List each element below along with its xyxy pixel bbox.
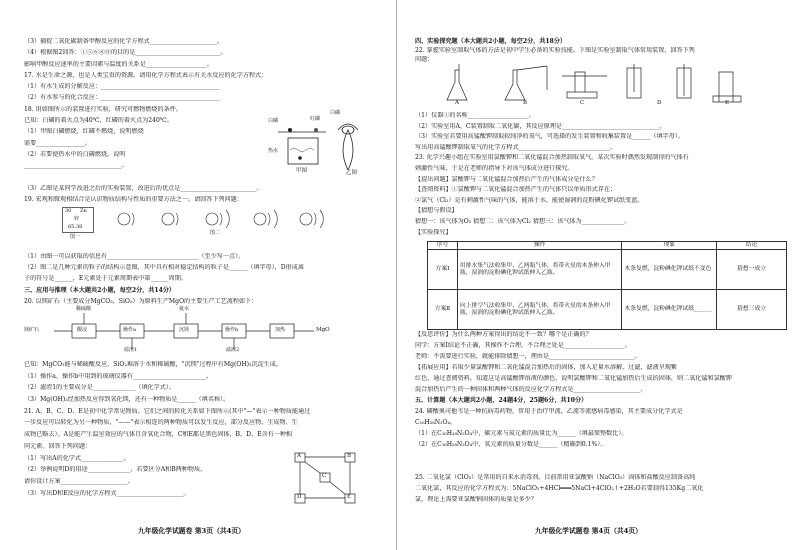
process-flow-chart bbox=[24, 306, 354, 353]
text-line: 子的符号是______，E元素处于元素周期表中第______周期。 bbox=[24, 275, 187, 283]
row2-con: 猜想三成立 bbox=[717, 290, 787, 330]
text-line: （1）写出A的化学式______________。 bbox=[24, 454, 130, 462]
text-line: （1）在C₁₆H₂₈N₂O₄中，碳元素与氮元素的质量比为______（填最简整数比）。 bbox=[415, 430, 628, 437]
text-line: （2）若要使热水中的白磷燃烧，说明 bbox=[24, 150, 126, 158]
periodic-cell-figure bbox=[62, 207, 94, 233]
th-op: 操作 bbox=[457, 242, 622, 250]
row2-op: 向上排空气法收集甲、乙两瓶气体，将带火星的木条伸入甲瓶，湿润的淀粉碘化钾试纸伸入乙瓶。 bbox=[457, 290, 622, 330]
text-line: 18. 用如图所示的装置进行实验，研究可燃物燃烧的条件。 bbox=[24, 105, 182, 113]
text-line: （2）图二是几种元素的粒子的结构示意图，其中具有相对稳定结构的粒子是______（填字母），D形成离 bbox=[24, 263, 304, 271]
text-line: ________________________________。 bbox=[24, 162, 128, 170]
text-line bbox=[24, 241, 394, 252]
text-line: 【提出问题】氯酸钾与二氧化锰混合加热后产生的气体成分是什么？ bbox=[415, 175, 598, 183]
flow-op-a: 操作a bbox=[123, 327, 136, 333]
text-line: 【反思评价】为什么两种方案得出的结论不一致？哪个是正确的？ bbox=[415, 331, 592, 338]
text-line: 一步反应可以转化为另一种物质，"——"表示相连的两种物质可以发生反应，部分反应物、生成物、生 bbox=[24, 419, 298, 427]
text-line: 影响甲醇反应速率的主要因素与温度的关系是____________________。 bbox=[24, 60, 213, 68]
apparatus-e: E bbox=[725, 100, 730, 106]
text-line: 已知：白磷的着火点为40℃，红磷的着火点为240℃。 bbox=[24, 117, 173, 125]
text-line: 同学：方案Ⅰ结论不正确，其操作不合理，不合理之处是____________________。 bbox=[415, 342, 631, 349]
right-footer: 九年级化学试题卷 第4页（共4页） bbox=[535, 527, 642, 535]
text-line: （1）由图一可以获取的信息有______________________________（至少写一点）。 bbox=[24, 252, 245, 260]
text-line: 问题： bbox=[415, 56, 434, 64]
text-line: （3）捕捉二氧化碳制备甲醇反应的化学方程式______________________。 bbox=[24, 38, 223, 45]
text-line: 写出用高锰酸钾制取氧气的化学方程式______________________________。 bbox=[415, 143, 617, 151]
row1-obs: 木条复燃，淀粉碘化钾试纸不变色 bbox=[622, 250, 717, 290]
text-line: 红色，通过查阅资料，知道这是高锰酸钾溶液的颜色，说明氯酸钾和二氧化锰加热后生成的固体，则二氧化锰和氯酸钾 bbox=[415, 375, 732, 382]
text-line bbox=[415, 463, 787, 474]
flow-heat: 加热 bbox=[275, 327, 286, 333]
text-line: 21. A、B、C、D、E是初中化学常见物质。它们之间的转化关系如下图所示(其中"—"表示一种物质能通过 bbox=[24, 407, 311, 415]
apparatus-c: C bbox=[580, 100, 585, 106]
th-obs: 现象 bbox=[622, 242, 717, 250]
flow-op-b: 操作b bbox=[225, 327, 239, 333]
label-jia: 甲图 bbox=[296, 168, 308, 174]
text-line: 【查阅资料】①氯酸钾与二氧化锰混合加热产生的气体只以单质形式存在； bbox=[415, 186, 617, 194]
text-line: 二氧化氯，其反应的化学方程式为：5NaClO₂+4HCl═══5NaCl+4ClO₂↑+2H₂O若要制得135Kg二氧化 bbox=[415, 485, 704, 492]
text-line: C₁₆H₂₈N₂O₄。 bbox=[415, 419, 457, 426]
text-line: （3）写出D和E反应的化学方程式______________________。 bbox=[24, 489, 190, 497]
text-line: 三、应用与推理（本大题共2小题，每空2分，共14分） bbox=[24, 286, 176, 294]
text-line: （1）甲图白磷燃烧，红磷不燃烧，说明燃烧 bbox=[24, 128, 144, 136]
node-a: A bbox=[297, 453, 301, 459]
text-line: （2）举例说明D的用途______________，若要区分A和B两种物质， bbox=[24, 466, 207, 474]
text-line: 19. 宏观和微观相结合是认识物质结构与性质的重要方法之一。请回答下列问题： bbox=[24, 196, 243, 204]
row1-con: 猜想一成立 bbox=[717, 250, 787, 290]
text-line: （3）乙图是某同学改进之后的实验装置，改进后的优点是_________________________。 bbox=[24, 184, 263, 192]
node-e: E bbox=[347, 494, 352, 500]
label-reshui: 热水 bbox=[268, 148, 279, 154]
zn-mass: 65.38 bbox=[68, 224, 83, 230]
text-line: ②氯气（Cl₂）是有刺激性气味的气体，能溶于水，能使湿润的淀粉碘化钾试纸变蓝。 bbox=[415, 196, 644, 204]
right-text-mid bbox=[415, 112, 787, 239]
text-line: （1）操作a、操作b中用到的玻璃仪器有________________________。 bbox=[24, 372, 213, 380]
table-row bbox=[428, 290, 787, 330]
row2-id: 方案Ⅱ bbox=[428, 290, 458, 330]
right-page bbox=[397, 0, 794, 550]
text-line: 25. 二氧化氯（ClO₂）是常用的自来水消毒剂。目前常用亚氯酸钠（NaClO₂）固体和盐酸反应制备高纯 bbox=[415, 474, 696, 481]
text-line: （1）有水生成的分解反应：_______________________________________ bbox=[24, 83, 220, 91]
text-line: （3）Mg(OH)₂经加热反应得到氧化镁，还有一种物质是______（填名称）。 bbox=[24, 396, 230, 404]
left-footer: 九年级化学试题卷 第3页（共4页） bbox=[138, 527, 245, 535]
text-line: 请你设计方案______________________。 bbox=[24, 477, 134, 485]
text-line: （1）仪器①的名称____________________。 bbox=[415, 112, 535, 119]
th-con: 结论 bbox=[717, 242, 787, 250]
text-line bbox=[415, 452, 787, 463]
th-id: 序号 bbox=[428, 242, 458, 250]
text-line: （2）有水参与的化合反应：_______________________________________ bbox=[24, 94, 220, 102]
apparatus-a: A bbox=[455, 100, 459, 106]
flow-raw: 镁矿石 bbox=[24, 327, 40, 333]
text-line: （4）根据图2回答：①⑤⑥⑧⑪的目的是____________________________。 bbox=[24, 49, 227, 57]
table-row bbox=[428, 250, 787, 290]
text-line: 四、实验探究题（本大题共2小题，每空2分，共18分） bbox=[415, 38, 567, 45]
apparatus-figure bbox=[437, 62, 767, 108]
text-line: 需要________________。 bbox=[24, 139, 92, 147]
node-c: C bbox=[322, 473, 327, 479]
text-line: 【实验探究】 bbox=[415, 228, 452, 236]
flow-step2: 沉镁 bbox=[179, 327, 190, 333]
label-bailin2: 白磷 bbox=[330, 110, 341, 116]
label-yi: 乙图 bbox=[346, 170, 358, 176]
row1-op: 用排水集气法收集甲、乙两瓶气体，将带火星的木条伸入甲瓶，湿润的淀粉碘化钾试纸伸入乙瓶。 bbox=[457, 250, 622, 290]
combustion-apparatus-svg bbox=[268, 108, 378, 178]
text-line: （2）滤渣1的主要成分是______________（填化学式）。 bbox=[24, 384, 175, 392]
label-fig2: 图二 bbox=[210, 230, 221, 236]
zn-atomic-number: 30 bbox=[65, 208, 72, 214]
text-line: 24. 磷酸奥司他韦是一种抗病毒药物，常用于治疗甲流、乙流等流感病毒感染，其主要成分化学式是 bbox=[415, 408, 683, 415]
text-line: 猜想一：该气体为O₂ 猜想二：该气体为Cl₂ 猜想三：该气体为______________。 bbox=[415, 217, 631, 225]
relation-diagram bbox=[290, 448, 360, 508]
text-line: 23. 化学兴趣小组在实验室用氯酸钾和二氧化锰混合加热制取氧气。某次实验时偶然发现制得的气体有 bbox=[415, 154, 689, 162]
combustion-apparatus-figure bbox=[268, 108, 378, 178]
apparatus-b: B bbox=[523, 100, 528, 106]
experiment-table-wrap bbox=[427, 241, 787, 330]
text-line: 成物已略去）。A是能产生温室效应的气体且含氧化合物，C和E都是黑色固体，B、D、E含有一种相 bbox=[24, 431, 293, 439]
apparatus-svg bbox=[437, 62, 767, 108]
text-line: 老师：不需要进行实验，就能排除猜想一，理由是____________________________。 bbox=[415, 353, 641, 360]
row2-obs: 木条复燃，淀粉碘化钾试纸______ bbox=[622, 290, 717, 330]
apparatus-d: D bbox=[657, 100, 662, 106]
flow-filter1: 滤渣1 bbox=[124, 347, 138, 353]
experiment-table bbox=[427, 241, 787, 330]
flow-step1: 酸浸 bbox=[77, 327, 88, 333]
right-text-bottom bbox=[415, 331, 787, 507]
flow-acid: 稀硫酸 bbox=[76, 306, 92, 312]
label-bailin: 白磷 bbox=[268, 118, 279, 124]
text-line: 已知：MgCO₃能与稀硫酸反应，SiO₂难溶于水和稀硫酸，"沉镁"过程中有Mg(OH)₂沉淀生成。 bbox=[24, 361, 282, 368]
text-line: （2）在C₁₆H₂₈N₂O₄中，氧元素的质量分数是______（精确到0.1%）。 bbox=[415, 441, 607, 448]
label-fig1: 图一 bbox=[70, 234, 81, 240]
text-line: 氯，理论上需要亚氯酸钠固体的质量是多少？ bbox=[415, 496, 537, 503]
text-line: 刺激性气味，于是在老师的指导下对该气体成分进行探究。 bbox=[415, 164, 574, 172]
zn-name: 锌 bbox=[74, 216, 80, 222]
row1-id: 方案Ⅰ bbox=[428, 250, 458, 290]
label-honglin: 红磷 bbox=[310, 116, 321, 122]
text-line: （3）实验室若要用高锰酸钾制取较纯净的氧气，可选择的发生装置和收集装置是______（填字母）。 bbox=[415, 133, 684, 141]
flow-ammonia: 氨水 bbox=[179, 306, 190, 312]
text-line: 22. 掌握实验室制取气体的方法是初中学生必备的实验技能。下图是实验室制取气体常用装置，回答下列 bbox=[415, 47, 695, 55]
text-line: 20. 以镁矿石（主要成分MgCO₃，SiO₂）为原料生产MgO的主要生产工艺流程如下： bbox=[24, 297, 258, 305]
text-line: 五、计算题（本大题共2小题，24题4分，25题6分，共10分） bbox=[415, 397, 588, 404]
node-d: D bbox=[297, 494, 302, 500]
text-line: 【猜想与假设】 bbox=[415, 207, 458, 215]
text-line: 同元素。回答下列问题： bbox=[24, 442, 92, 450]
node-b: B bbox=[347, 453, 352, 459]
zn-symbol: Zn bbox=[80, 208, 87, 214]
text-line: 【拓展应用】若取少量氯酸钾和二氧化锰混合加热后的固体，加入足量水溶解、过滤，滤液呈现紫 bbox=[415, 364, 678, 371]
particle-structure-figure bbox=[110, 207, 330, 237]
text-line: （2）实验室用A、C装置制取二氧化碳，其反应原理是________________________________。 bbox=[415, 122, 666, 130]
flow-filter2: 滤液2 bbox=[226, 347, 240, 353]
text-line: 17. 水是生命之源，也是人类宝贵的资源。请用化学方程式表示有关水反应的化学方程式： bbox=[24, 71, 268, 79]
text-line: 混合加热后产生的一种固体和两种气体的反应化学方程式是______________________。 bbox=[415, 386, 647, 393]
flow-product: MgO bbox=[316, 327, 330, 333]
